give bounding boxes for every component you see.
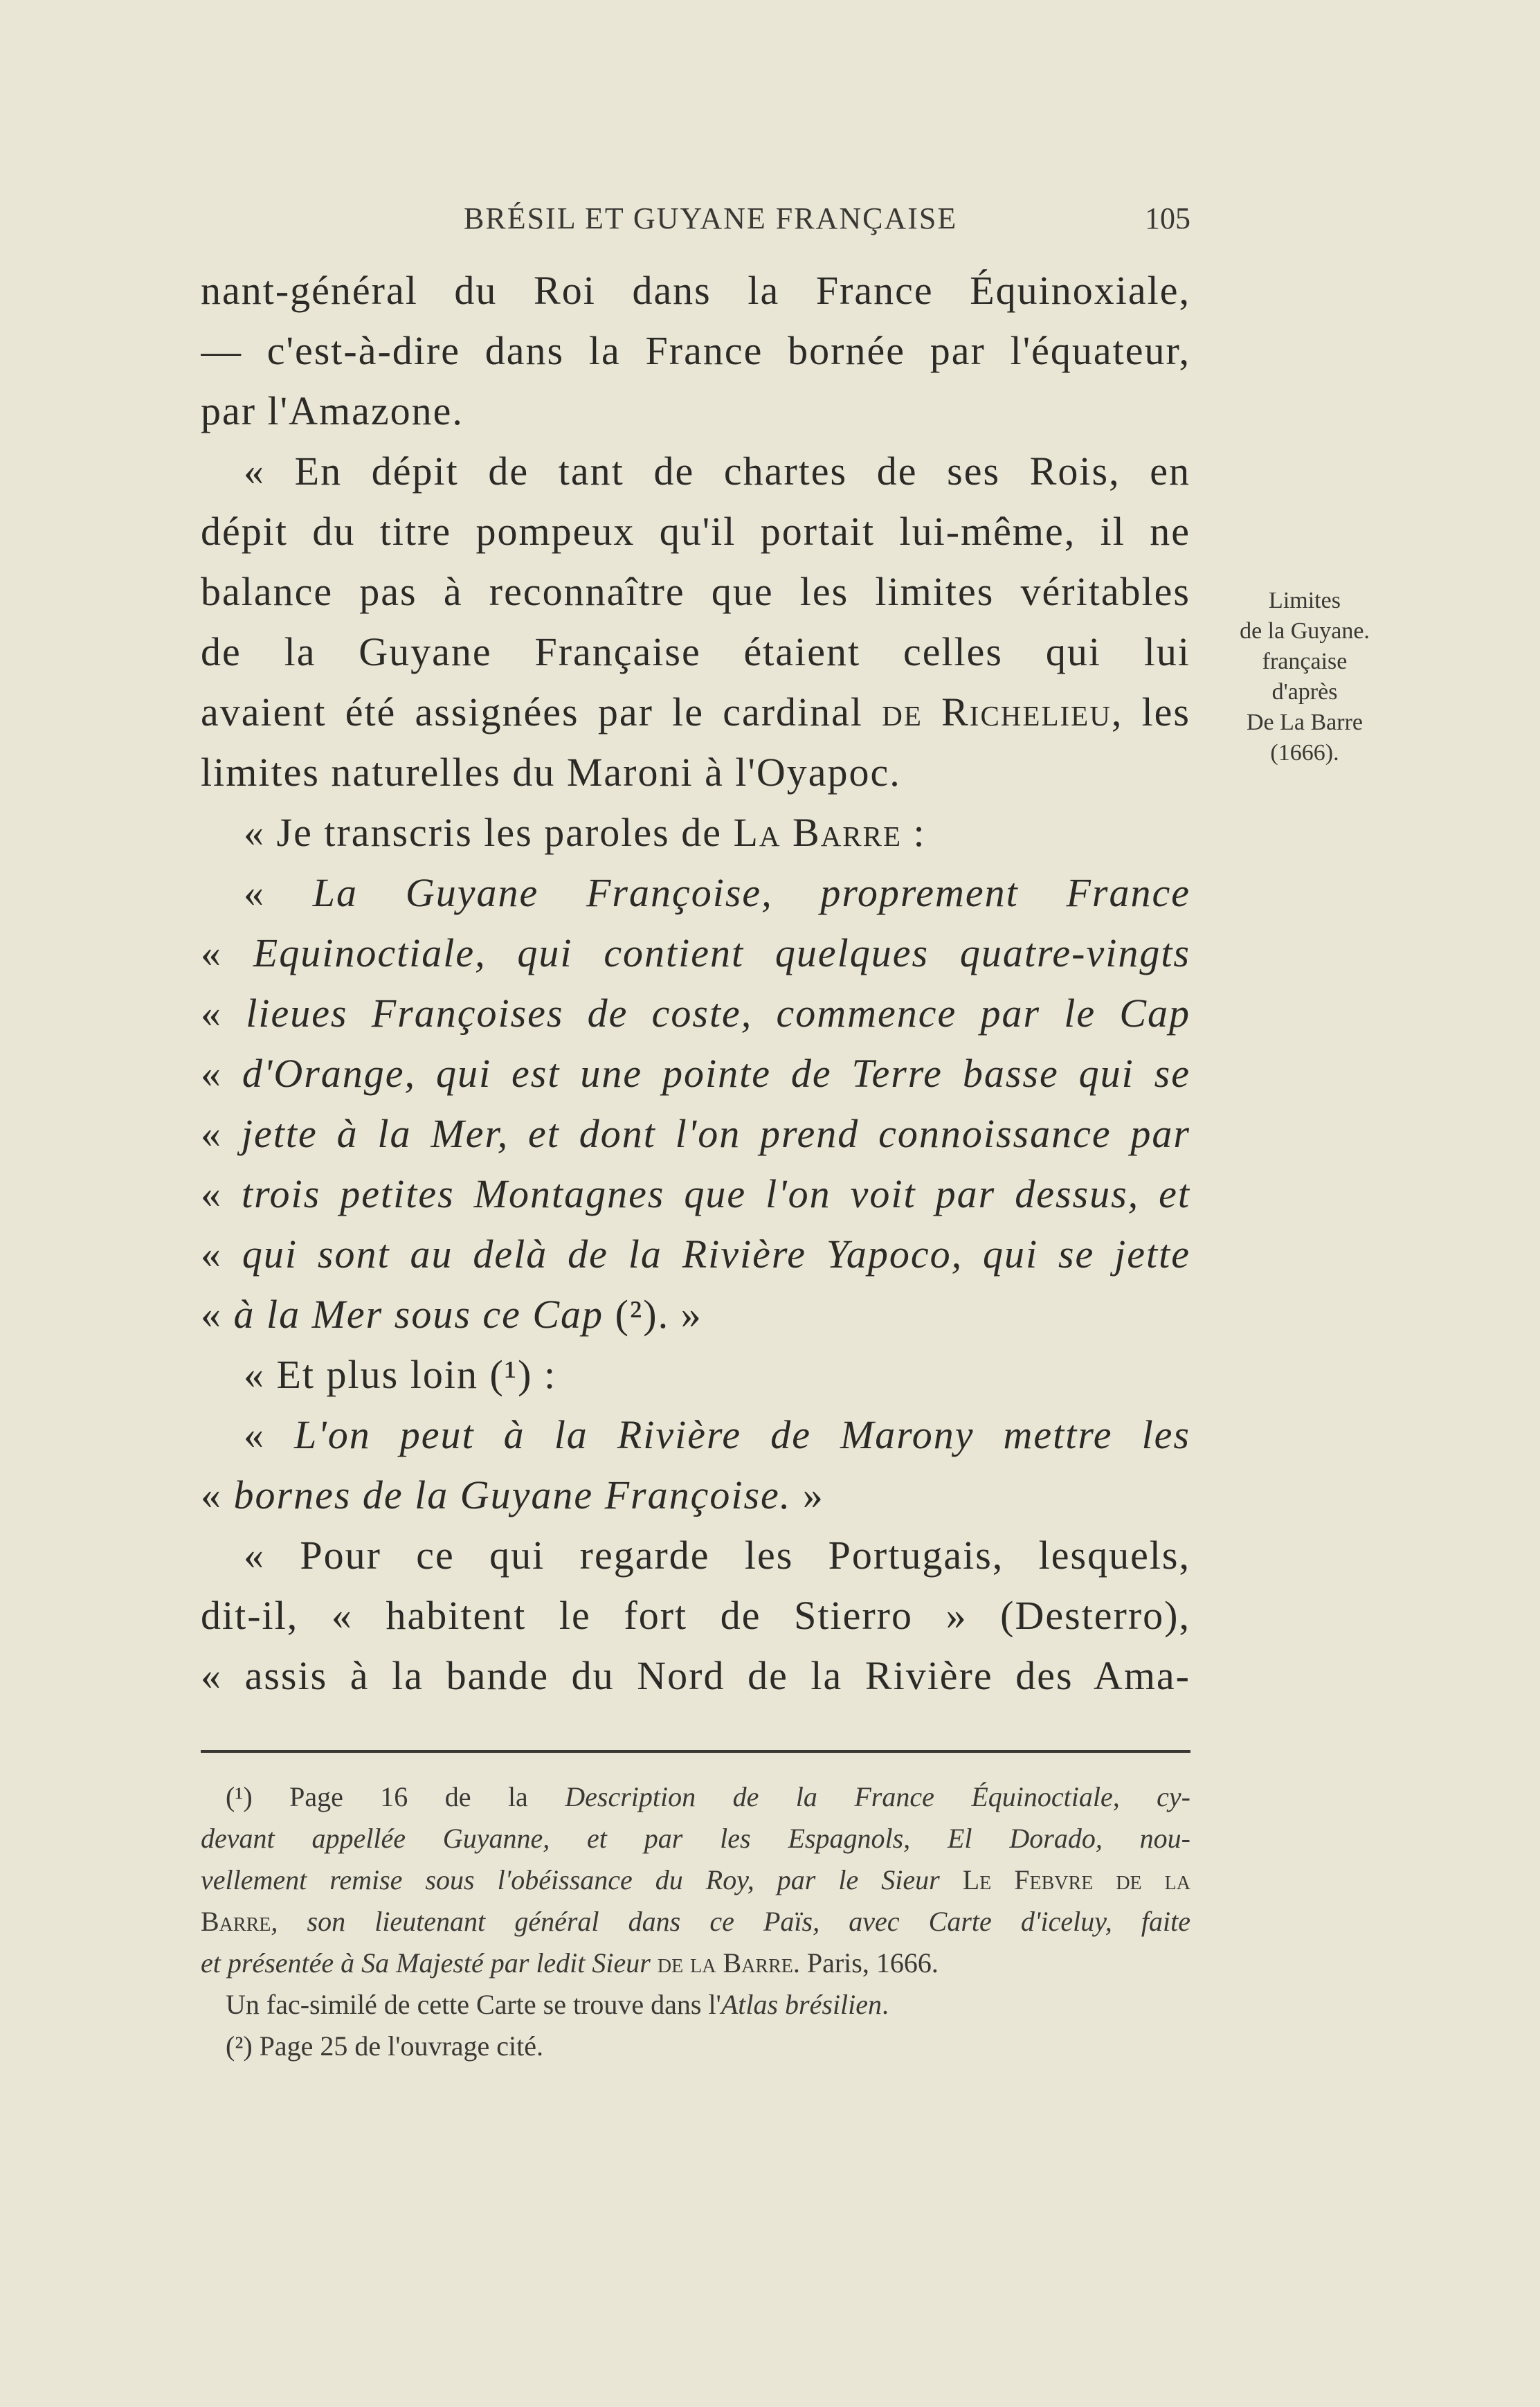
text-segment: vellement remise sous l'obéissance du Roy, par le Sieur bbox=[201, 1864, 940, 1895]
text-line: nant-général du Roi dans la France Équinoxiale, bbox=[201, 268, 1190, 313]
text-segment: « Je transcris les paroles de bbox=[244, 810, 734, 855]
running-title: BRÉSIL ET GUYANE FRANÇAISE bbox=[464, 201, 958, 235]
text-segment: Barre bbox=[201, 1906, 271, 1937]
text-line: « assis à la bande du Nord de la Rivière des Ama- bbox=[201, 1653, 1190, 1698]
quote-text: à la Mer sous ce Cap bbox=[233, 1292, 604, 1337]
running-header bbox=[201, 201, 1190, 242]
text-segment: , son lieutenant général dans ce Païs, avec Carte d'iceluy, faite bbox=[271, 1906, 1190, 1937]
footnote-line bbox=[201, 1901, 1190, 1942]
quote-text: qui sont au delà de la Rivière Yapoco, qui se jette bbox=[242, 1232, 1190, 1277]
footnote-divider bbox=[201, 1750, 1190, 1753]
text-line: limites naturelles du Maroni à l'Oyapoc. bbox=[201, 750, 901, 795]
margin-note-line: (1666). bbox=[1270, 740, 1339, 766]
page-number: 105 bbox=[1145, 201, 1190, 235]
text-line: — c'est-à-dire dans la France bornée par l'équateur, bbox=[201, 328, 1190, 373]
quote-text: lieues Françoises de coste, commence par le Cap bbox=[246, 991, 1190, 1036]
quote-text: jette à la Mer, et dont l'on prend connoissance par bbox=[241, 1111, 1190, 1156]
footnote-line bbox=[201, 1984, 1190, 2026]
text-line: « En dépit de tant de chartes de ses Rois, en bbox=[244, 449, 1190, 494]
text-segment: Un fac-similé de cette Carte se trouve dans l' bbox=[226, 1989, 721, 2020]
quote-text: L'on peut à la Rivière de Marony mettre les bbox=[294, 1412, 1190, 1457]
quote-line bbox=[201, 1103, 1190, 1164]
quote-mark: « bbox=[201, 930, 253, 975]
text-segment: : bbox=[902, 810, 926, 855]
quote-line bbox=[201, 1043, 1190, 1103]
quote-mark: « bbox=[201, 991, 246, 1036]
text-segment: devant appellée Guyanne, et par les Espagnols, El Dorado, nou- bbox=[201, 1823, 1190, 1854]
quote-mark: « bbox=[244, 870, 313, 915]
text-segment: . Paris, 1666. bbox=[792, 1947, 939, 1978]
text-line: de la Guyane Française étaient celles qui lui bbox=[201, 629, 1190, 674]
quote-mark: « bbox=[201, 1051, 242, 1096]
margin-note-line: Limites bbox=[1269, 588, 1341, 613]
text-line: « Et plus loin (¹) : bbox=[244, 1352, 557, 1397]
quote-line bbox=[201, 1405, 1190, 1465]
name-richelieu: de Richelieu bbox=[882, 689, 1112, 734]
text-line: balance pas à reconnaître que les limites véritables bbox=[201, 569, 1190, 614]
footnote-line: (²) Page 25 de l'ouvrage cité. bbox=[226, 2030, 544, 2062]
text-segment: de la Barre bbox=[650, 1947, 793, 1978]
footnote-line bbox=[201, 1942, 1190, 1984]
quote-text: d'Orange, qui est une pointe de Terre basse qui se bbox=[242, 1051, 1190, 1096]
text-segment: et présentée à Sa Majesté par ledit Sieur bbox=[201, 1947, 651, 1978]
text-line bbox=[201, 802, 1190, 863]
text-line: par l'Amazone. bbox=[201, 388, 464, 433]
margin-note-line: De La Barre bbox=[1246, 710, 1363, 735]
quote-mark: « bbox=[244, 1412, 295, 1457]
text-line bbox=[201, 682, 1190, 742]
quote-line bbox=[201, 863, 1190, 923]
footnote-line bbox=[201, 1818, 1190, 1859]
margin-note-line: d'après bbox=[1271, 679, 1338, 705]
text-line: dépit du titre pompeux qu'il portait lui-même, il ne bbox=[201, 509, 1190, 554]
quote-text: bornes de la Guyane Françoise. bbox=[233, 1472, 792, 1517]
quote-line bbox=[201, 1224, 1190, 1284]
quote-line bbox=[201, 923, 1190, 983]
quote-text: trois petites Montagnes que l'on voit par dessus, et bbox=[242, 1171, 1190, 1216]
quote-text: La Guyane Françoise, proprement France bbox=[312, 870, 1190, 915]
quote-line bbox=[201, 1284, 1190, 1344]
quote-line bbox=[201, 1465, 1190, 1525]
margin-note bbox=[1218, 586, 1391, 768]
text-line: « Pour ce qui regarde les Portugais, lesquels, bbox=[244, 1533, 1190, 1578]
quote-mark: « bbox=[201, 1171, 242, 1216]
margin-note-line: de la Guyane. bbox=[1240, 618, 1370, 644]
footnote-line bbox=[201, 1859, 1190, 1901]
footnote-line bbox=[201, 1776, 1190, 1818]
quote-mark: « bbox=[201, 1472, 234, 1517]
quote-mark: « bbox=[201, 1292, 234, 1337]
quote-mark: « bbox=[201, 1232, 242, 1277]
quote-mark: « bbox=[201, 1111, 242, 1156]
quote-line bbox=[201, 983, 1190, 1043]
text-segment: (¹) Page 16 de la bbox=[226, 1781, 565, 1812]
text-segment: Description de la France Équinoctiale, cy- bbox=[565, 1781, 1190, 1812]
text-segment: Atlas brésilien bbox=[721, 1989, 882, 2020]
text-line: dit-il, « habitent le fort de Stierro » (Desterro), bbox=[201, 1593, 1190, 1638]
main-text bbox=[201, 260, 1190, 1706]
footnote-ref: (²). » bbox=[604, 1292, 703, 1337]
margin-note-line: française bbox=[1262, 649, 1348, 674]
text-segment: , les bbox=[1111, 689, 1190, 734]
quote-line bbox=[201, 1164, 1190, 1224]
quote-mark: » bbox=[791, 1472, 824, 1517]
text-segment: . bbox=[882, 1989, 889, 2020]
text-segment: Le Febvre de la bbox=[939, 1864, 1190, 1895]
quote-text: Equinoctiale, qui contient quelques quatre-vingts bbox=[253, 930, 1190, 975]
name-la-barre: La Barre bbox=[733, 810, 903, 855]
footnotes bbox=[201, 1776, 1190, 2067]
text-segment: avaient été assignées par le cardinal bbox=[201, 689, 882, 734]
